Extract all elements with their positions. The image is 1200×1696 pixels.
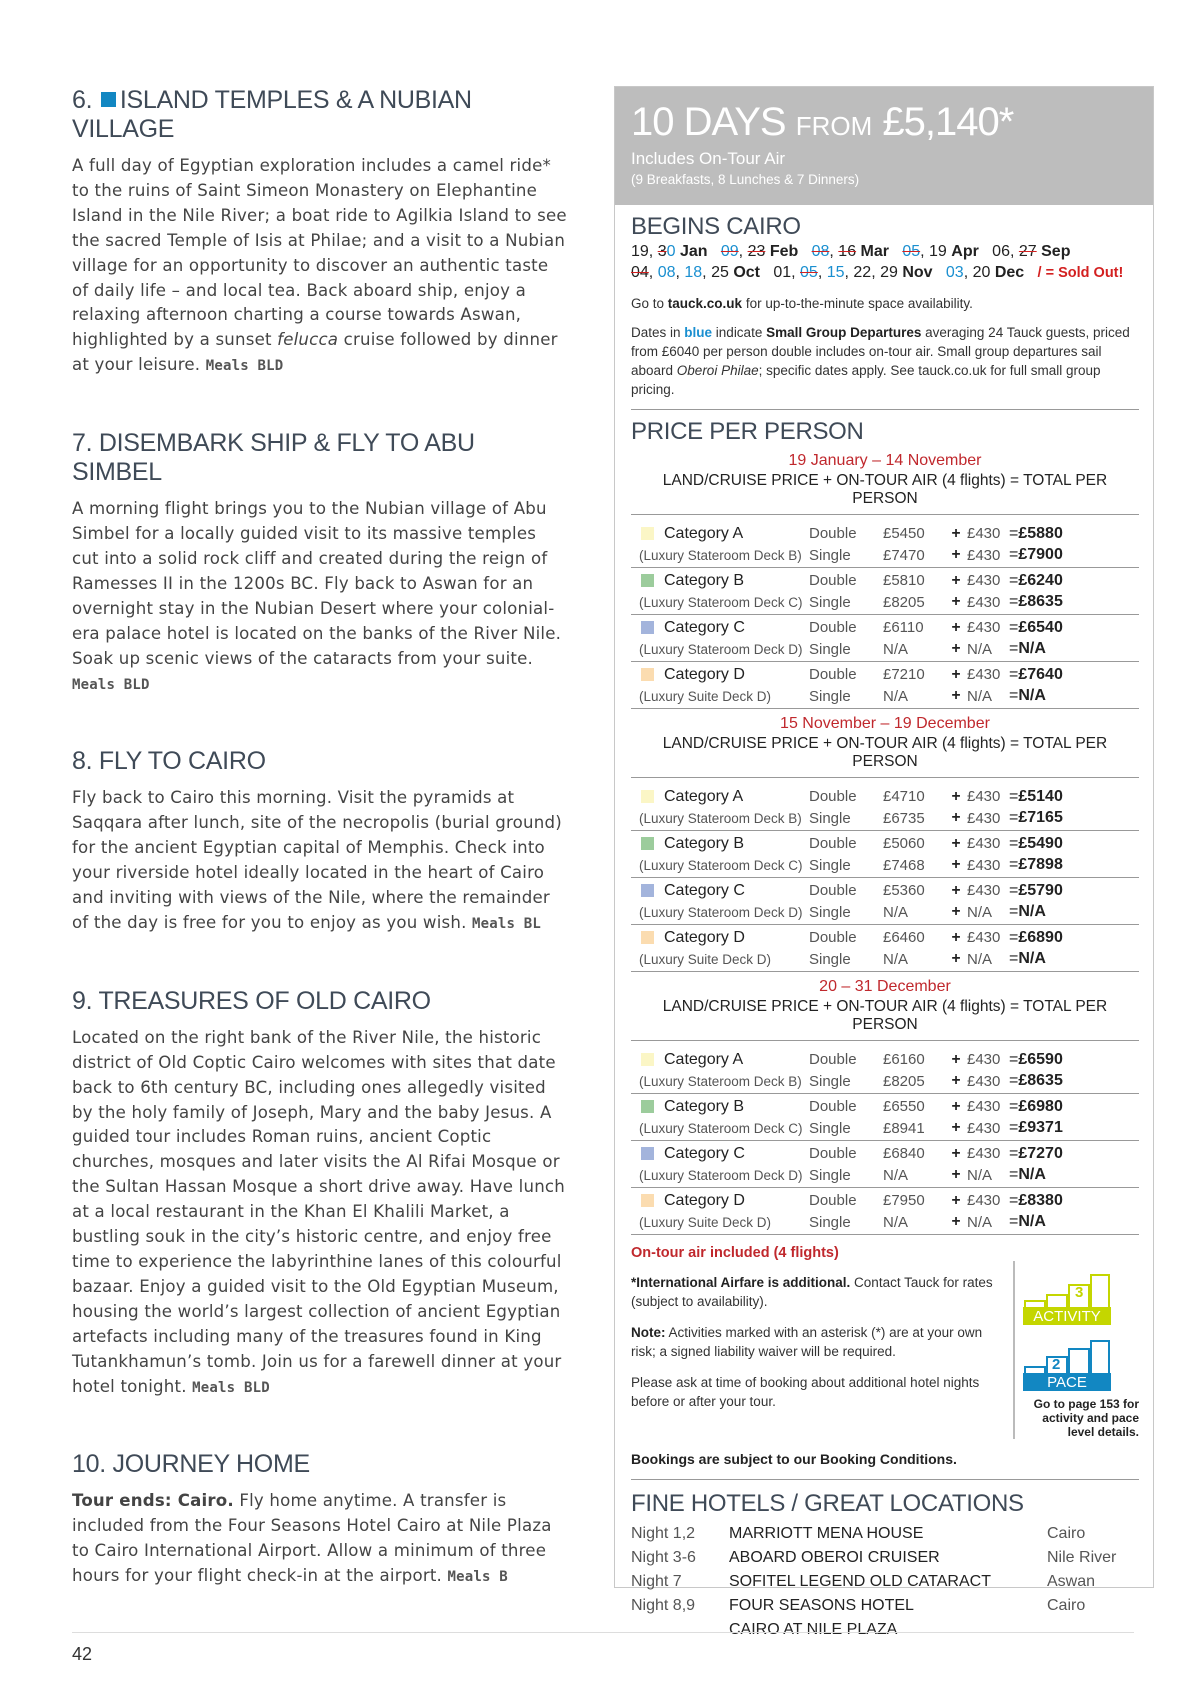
table-row: (Luxury Stateroom Deck B) Single £6735 + £430 =£7165 bbox=[639, 809, 1063, 827]
price-column-header: LAND/CRUISE PRICE + ON-TOUR AIR (4 flights) = TOTAL PER PERSON bbox=[631, 735, 1139, 778]
price-table bbox=[631, 786, 1139, 972]
availability-note: Go to tauck.co.uk for up-to-the-minute space availability. bbox=[631, 296, 973, 311]
goto-page-note: Go to page 153 for activity and pace level details. bbox=[1033, 1397, 1139, 1439]
category-group bbox=[631, 617, 1139, 662]
price-column-header: LAND/CRUISE PRICE + ON-TOUR AIR (4 flights) = TOTAL PER PERSON bbox=[631, 998, 1139, 1041]
day-10 bbox=[72, 1450, 568, 1590]
tauck-link[interactable]: tauck.co.uk bbox=[667, 296, 743, 311]
price-table bbox=[631, 523, 1139, 709]
day-8-title: 8. FLY TO CAIRO bbox=[72, 747, 266, 776]
price-column-header: LAND/CRUISE PRICE + ON-TOUR AIR (4 flights) = TOTAL PER PERSON bbox=[631, 472, 1139, 515]
pace-label: PACE bbox=[1047, 1374, 1087, 1391]
category-swatch bbox=[641, 574, 654, 587]
hotels-title: FINE HOTELS / GREAT LOCATIONS bbox=[631, 1490, 1024, 1517]
category-swatch bbox=[641, 1053, 654, 1066]
category-swatch bbox=[641, 790, 654, 803]
day-7-title: 7. DISEMBARK SHIP & FLY TO ABU SIMBEL bbox=[72, 429, 475, 487]
table-row: (Luxury Stateroom Deck B) Single £8205 + £430 =£8635 bbox=[639, 1072, 1063, 1090]
hotel-row: Night 3-6 ABOARD OBEROI CRUISER Nile River bbox=[631, 1549, 1117, 1566]
includes-air: Includes On-Tour Air bbox=[631, 149, 786, 168]
category-group bbox=[631, 880, 1139, 925]
notes-text bbox=[631, 1261, 1015, 1439]
day-7 bbox=[72, 429, 568, 697]
day-7-body: A morning flight brings you to the Nubian village of Abu Simbel for a locally guided visit to its massive temples cut into a solid rock cliff and created during the reign of Ramesses II in the 1200s BC. Fly back to Aswan for an overnight stay in the Nubian Desert where your colonial-era palace hotel is located on the banks of the River Nile. Soak up scenic views of the cataracts from your suite. Meals BLD bbox=[72, 499, 562, 693]
hotel-row: Night 1,2 MARRIOTT MENA HOUSE Cairo bbox=[631, 1525, 1086, 1542]
activity-value: 3 bbox=[1075, 1284, 1084, 1301]
day-6 bbox=[72, 86, 568, 379]
table-row: Category A Double £6160 + £430 =£6590 bbox=[631, 1049, 1139, 1071]
airfare-note: *International Airfare is additional. Contact Tauck for rates (subject to availability). bbox=[631, 1275, 993, 1309]
headline: 10 DAYS FROM £5,140* bbox=[631, 100, 1014, 144]
category-group bbox=[631, 833, 1139, 878]
blue-square-icon bbox=[101, 92, 116, 107]
page-number: 42 bbox=[72, 1644, 93, 1664]
table-row: Category D Double £7950 + £430 =£8380 bbox=[631, 1190, 1139, 1212]
table-row: (Luxury Stateroom Deck C) Single £8941 + £430 =£9371 bbox=[639, 1119, 1063, 1137]
category-group bbox=[631, 570, 1139, 615]
table-row: (Luxury Stateroom Deck C) Single £8205 + £430 =£8635 bbox=[639, 593, 1063, 611]
table-row: Category C Double £6110 + £430 =£6540 bbox=[631, 617, 1139, 639]
day-10-title: 10. JOURNEY HOME bbox=[72, 1450, 310, 1479]
hotel-nights-note: Please ask at time of booking about additional hotel nights before or after your tour. bbox=[631, 1375, 980, 1409]
table-row: (Luxury Suite Deck D) Single N/A + N/A =N/A bbox=[639, 950, 1046, 968]
table-row: Category D Double £7210 + £430 =£7640 bbox=[631, 664, 1139, 686]
begins-title: BEGINS CAIRO bbox=[631, 213, 801, 240]
category-group bbox=[631, 523, 1139, 568]
activity-note: Note: Activities marked with an asterisk (*) are at your own risk; a signed liability waiver will be required. bbox=[631, 1325, 983, 1359]
category-group bbox=[631, 1143, 1139, 1188]
category-group bbox=[631, 927, 1139, 972]
table-row: Category B Double £5810 + £430 =£6240 bbox=[631, 570, 1139, 592]
hotel-row: Night 8,9 FOUR SEASONS HOTEL CAIRO AT NILE PLAZA Cairo bbox=[631, 1597, 1086, 1638]
pace-value: 2 bbox=[1052, 1356, 1061, 1373]
day-8 bbox=[72, 747, 568, 936]
small-group-note: Dates in blue indicate Small Group Departures averaging 24 Tauck guests, priced from £6040 per person double includes on-tour air. Small group departures sail aboard Oberoi Philae; specific dates apply. See tauck.co.uk for full small group pricing. bbox=[631, 325, 1130, 397]
category-swatch bbox=[641, 1100, 654, 1113]
category-swatch bbox=[641, 1147, 654, 1160]
day-9 bbox=[72, 987, 568, 1401]
category-swatch bbox=[641, 931, 654, 944]
table-row: Category C Double £5360 + £430 =£5790 bbox=[631, 880, 1139, 902]
hotel-row: Night 7 SOFITEL LEGEND OLD CATARACT Aswan bbox=[631, 1573, 1096, 1590]
table-row: (Luxury Stateroom Deck D) Single N/A + N/A =N/A bbox=[639, 1166, 1046, 1184]
activity-level-icon bbox=[1023, 1273, 1111, 1325]
price-period-label: 19 January – 14 November bbox=[788, 452, 982, 469]
meals-summary: (9 Breakfasts, 8 Lunches & 7 Dinners) bbox=[631, 172, 860, 187]
table-row: (Luxury Stateroom Deck B) Single £7470 + £430 =£7900 bbox=[639, 546, 1063, 564]
category-group bbox=[631, 786, 1139, 831]
day-6-body: A full day of Egyptian exploration includes a camel ride* to the ruins of Saint Simeon Monastery on Elephantine Island in the Nile River; a boat ride to Agilkia Island to see the sacred Temple of Isis at Philae; and a visit to a Nubian village for an opportunity to discover an authentic taste of daily life – and local tea. Back aboard ship, enjoy a relaxing afternoon charting a course towards Aswan, highlighted by a sunset felucca cruise followed by dinner at your leisure. Meals BLD bbox=[72, 156, 567, 375]
day-8-body: Fly back to Cairo this morning. Visit the pyramids at Saqqara after lunch, site of the necropolis (burial ground) for the ancient Egyptian capital of Memphis. Check into your riverside hotel ideally located in the heart of Cairo and inviting with views of the Nile, where the remainder of the day is free for you to enjoy as you wish. Meals BL bbox=[72, 788, 562, 932]
category-swatch bbox=[641, 884, 654, 897]
divider bbox=[631, 409, 1139, 410]
activity-label: ACTIVITY bbox=[1033, 1308, 1101, 1325]
table-row: Category D Double £6460 + £430 =£6890 bbox=[631, 927, 1139, 949]
departure-dates-row-2: 04, 08, 18, 25 Oct 01, 05, 15, 22, 29 Nov 03, 20 Dec / = Sold Out! bbox=[631, 264, 1124, 281]
category-swatch bbox=[641, 668, 654, 681]
panel-body bbox=[615, 205, 1153, 1642]
table-row: Category C Double £6840 + £430 =£7270 bbox=[631, 1143, 1139, 1165]
table-row: (Luxury Stateroom Deck C) Single £7468 + £430 =£7898 bbox=[639, 856, 1063, 874]
category-group bbox=[631, 664, 1139, 709]
departure-dates-row-1: 19, 30 Jan 09, 23 Feb 08, 16 Mar 05, 19 Apr 06, 27 Sep bbox=[631, 243, 1071, 260]
table-row: Category B Double £5060 + £430 =£5490 bbox=[631, 833, 1139, 855]
notes-section bbox=[631, 1261, 1139, 1439]
tour-info-panel bbox=[614, 86, 1154, 1638]
category-swatch bbox=[641, 837, 654, 850]
category-group bbox=[631, 1049, 1139, 1094]
price-tables bbox=[631, 452, 1139, 1235]
table-row: Category B Double £6550 + £430 =£6980 bbox=[631, 1096, 1139, 1118]
table-row: (Luxury Suite Deck D) Single N/A + N/A =N/A bbox=[639, 687, 1046, 705]
price-period-label: 15 November – 19 December bbox=[780, 715, 990, 732]
pace-level-icon bbox=[1023, 1339, 1111, 1391]
ontour-air-note: On-tour air included (4 flights) bbox=[631, 1245, 839, 1261]
table-row: (Luxury Suite Deck D) Single N/A + N/A =N/A bbox=[639, 1213, 1046, 1231]
itinerary-column bbox=[72, 86, 568, 1626]
table-row: Category A Double £5450 + £430 =£5880 bbox=[631, 523, 1139, 545]
category-group bbox=[631, 1190, 1139, 1235]
table-row: (Luxury Stateroom Deck D) Single N/A + N/A =N/A bbox=[639, 903, 1046, 921]
day-6-title: 6. ISLAND TEMPLES & A NUBIAN VILLAGE bbox=[72, 86, 472, 143]
category-group bbox=[631, 1096, 1139, 1141]
footer-divider bbox=[72, 1632, 1134, 1633]
level-icons bbox=[1015, 1261, 1139, 1439]
price-table bbox=[631, 1049, 1139, 1235]
price-period-label: 20 – 31 December bbox=[819, 978, 951, 995]
table-row: (Luxury Stateroom Deck D) Single N/A + N/A =N/A bbox=[639, 640, 1046, 658]
day-10-body: Tour ends: Cairo. Fly home anytime. A transfer is included from the Four Seasons Hotel Cairo at Nile Plaza to Cairo International Airport. Allow a minimum of three hours for your flight check-in at the airport. Meals B bbox=[72, 1491, 552, 1586]
booking-conditions: Bookings are subject to our Booking Conditions. bbox=[631, 1451, 1139, 1480]
panel-header bbox=[615, 87, 1153, 205]
price-title: PRICE PER PERSON bbox=[631, 418, 864, 445]
category-swatch bbox=[641, 527, 654, 540]
day-9-body: Located on the right bank of the River Nile, the historic district of Old Coptic Cairo welcomes with sites that date back to 6th century BC, including ones allegedly visited by the holy family of Joseph, Mary and the baby Jesus. A guided tour includes Roman ruins, ancient Coptic churches, mosques and later visits the Al Rifai Mosque or the Sultan Hassan Mosque a short drive away. Have lunch at a local restaurant in the Khan El Khalili Market, a bustling souk in the city’s historic centre, and enjoy free time to experience the labyrinthine lanes of this colourful bazaar. Enjoy a guided visit to the Old Egyptian Museum, housing the world’s largest collection of ancient Egyptian artefacts including many of the treasures found in King Tutankhamun’s tomb. Join us for a farewell dinner at your hotel tonight. Meals BLD bbox=[72, 1027, 565, 1396]
category-swatch bbox=[641, 621, 654, 634]
category-swatch bbox=[641, 1194, 654, 1207]
day-9-title: 9. TREASURES OF OLD CAIRO bbox=[72, 986, 431, 1015]
table-row: Category A Double £4710 + £430 =£5140 bbox=[631, 786, 1139, 808]
hotels-section bbox=[631, 1490, 1139, 1642]
